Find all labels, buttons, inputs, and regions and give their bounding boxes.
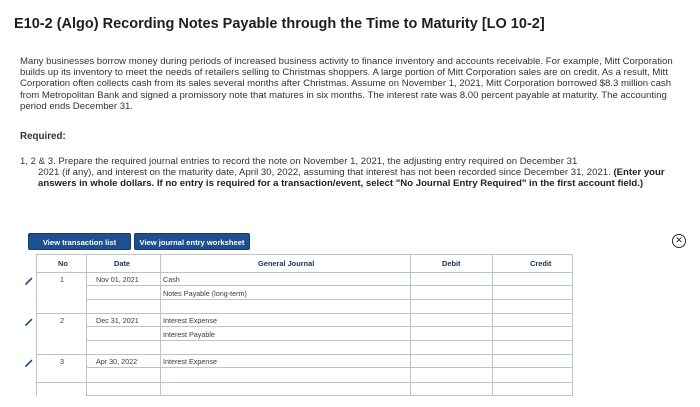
- grid-line: [36, 254, 37, 396]
- grid-line: [492, 254, 493, 396]
- grid-line: [160, 254, 161, 396]
- close-icon[interactable]: ✕: [672, 234, 686, 248]
- page-title: E10-2 (Algo) Recording Notes Payable through the Time to Maturity [LO 10-2]: [14, 16, 545, 32]
- instructions: [20, 156, 680, 190]
- grid-line: [410, 254, 411, 396]
- account-cell[interactable]: Interest Expense: [163, 316, 217, 325]
- account-cell[interactable]: Interest Expense: [163, 357, 217, 366]
- journal-table: [24, 254, 676, 396]
- view-transaction-list-button[interactable]: View transaction list: [28, 233, 131, 250]
- grid-line: [36, 313, 572, 314]
- grid-line: [36, 354, 572, 355]
- header-general-journal: General Journal: [258, 259, 315, 268]
- instructions-prefix: 1, 2 & 3. Prepare the required journal entries to record the note on November 1, 2021, the adjusting entry required on December 31: [20, 156, 578, 167]
- grid-line: [36, 254, 572, 255]
- edit-pencil-icon[interactable]: [24, 276, 34, 286]
- row-no: 1: [60, 275, 64, 284]
- account-cell[interactable]: Notes Payable (long-term): [163, 289, 247, 298]
- grid-line: [86, 395, 572, 396]
- grid-line: [86, 326, 572, 327]
- grid-line: [86, 285, 572, 286]
- instructions-bold: (Enter your answers in whole dollars. If no entry is required for a transaction/event, select "No Journal Entry Required" in the first account field.): [38, 167, 665, 190]
- grid-line: [86, 299, 572, 300]
- header-no: No: [58, 259, 68, 268]
- problem-description: Many businesses borrow money during periods of increased business activity to finance inventory and accounts receivable. For example, Mitt Corporation builds up its inventory to meet the needs of retailers selling to Christmas shoppers. A large portion of Mitt Corporation sales are on credit. As a result, Mitt Corporation often collects cash from its sales several months after Christmas. Assume on November 1, 2021, Mitt Corporation borrowed $8.3 million cash from Metropolitan Bank and signed a promissory note that matures in six months. The interest rate was 8.00 percent payable at maturity. The accounting period ends December 31.: [20, 56, 673, 112]
- grid-line: [36, 382, 572, 383]
- instructions-cont: 2021 (if any), and interest on the maturity date, April 30, 2022, assuming that interest has not been recorded since December 31, 2021.: [38, 167, 611, 179]
- row-no: 3: [60, 357, 64, 366]
- header-date: Date: [114, 259, 131, 268]
- grid-line: [86, 254, 87, 396]
- edit-pencil-icon[interactable]: [24, 358, 34, 368]
- grid-line: [572, 254, 573, 396]
- grid-line: [86, 340, 572, 341]
- row-date: Nov 01, 2021: [96, 275, 139, 284]
- account-cell[interactable]: Cash: [163, 275, 180, 284]
- view-journal-entry-worksheet-button[interactable]: View journal entry worksheet: [134, 233, 250, 250]
- required-label: Required:: [20, 131, 66, 142]
- row-date: Apr 30, 2022: [96, 357, 138, 366]
- grid-line: [86, 367, 572, 368]
- grid-line: [36, 272, 572, 273]
- header-debit: Debit: [442, 259, 461, 268]
- account-cell[interactable]: Interest Payable: [163, 330, 215, 339]
- header-credit: Credit: [530, 259, 552, 268]
- edit-pencil-icon[interactable]: [24, 317, 34, 327]
- row-date: Dec 31, 2021: [96, 316, 139, 325]
- row-no: 2: [60, 316, 64, 325]
